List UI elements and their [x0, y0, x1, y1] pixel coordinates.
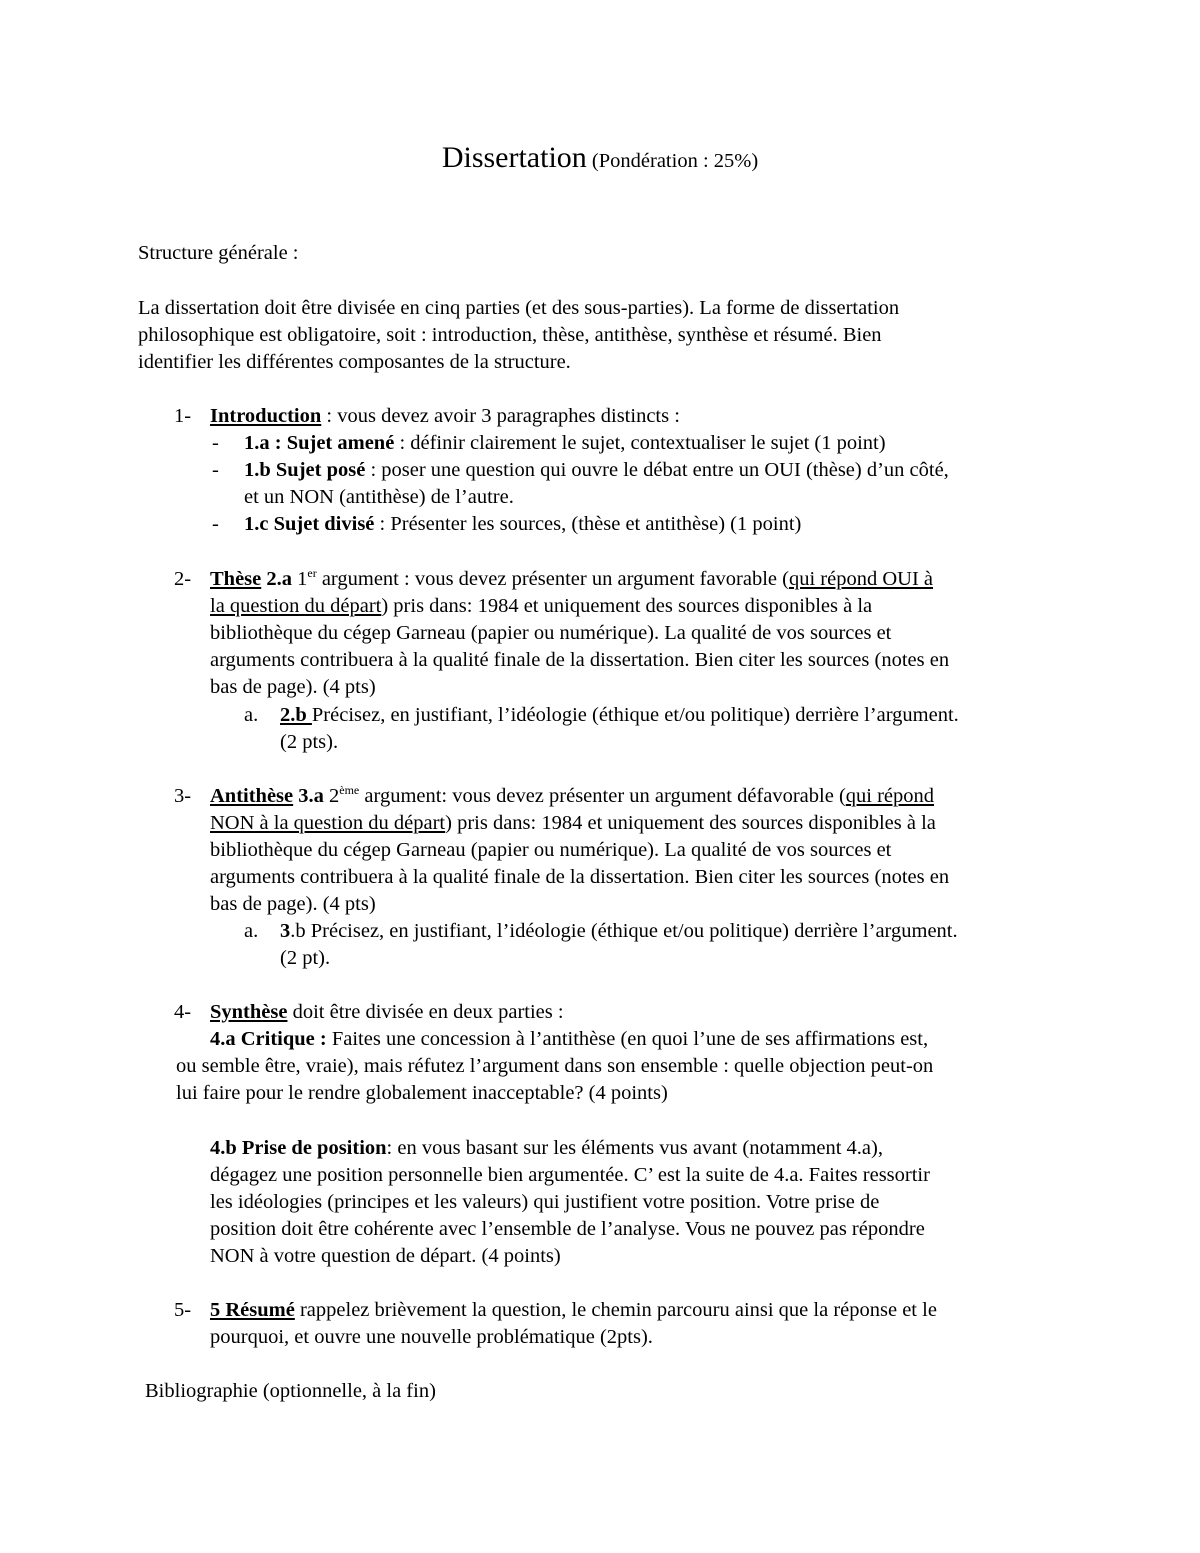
section-3-number: 3-	[174, 785, 192, 807]
section-4-synthese	[210, 999, 564, 1026]
intro-line: identifier les différentes composantes de la structure.	[138, 351, 571, 373]
position-line: les idéologies (principes et les valeurs) qui justifient votre position. Votre prise de	[210, 1191, 880, 1213]
critique-text: Faites une concession à l’antithèse (en quoi l’une de ses affirmations est,	[326, 1028, 929, 1050]
bibliography: Bibliographie (optionnelle, à la fin)	[145, 1380, 436, 1402]
list-item	[244, 511, 801, 538]
position-line: position doit être cohérente avec l’ensemble de l’analyse. Vous ne pouvez pas répondre	[210, 1218, 925, 1240]
section-4-number: 4-	[174, 1001, 192, 1023]
title-main: Dissertation	[441, 141, 587, 174]
structure-heading: Structure générale :	[138, 242, 299, 264]
sub-list-letter: a.	[244, 920, 259, 942]
section-5-text: rappelez brièvement la question, le chemin parcouru ainsi que la réponse et le	[294, 1299, 937, 1321]
section-2-label: Thèse	[210, 568, 262, 590]
sub-list-letter: a.	[244, 704, 259, 726]
ordinal: 1	[292, 568, 308, 590]
section-3-label: Antithèse	[210, 785, 294, 807]
section-1-introduction	[210, 403, 680, 430]
section-5-line: pourquoi, et ouvre une nouvelle problématique (2pts).	[210, 1326, 653, 1348]
section-5-resume	[210, 1297, 937, 1324]
section-5-label: 5 Résumé	[210, 1299, 295, 1321]
sub-item-code: 3	[280, 920, 291, 942]
critique-line: lui faire pour le rendre globalement inacceptable? (4 points)	[176, 1082, 668, 1104]
sub-item-text: Précisez, en justifiant, l’idéologie (éthique et/ou politique) derrière l’argument.	[311, 704, 959, 726]
page-title	[0, 140, 1200, 179]
sub-list-continuation: (2 pt).	[280, 947, 331, 969]
sub-list-item	[280, 918, 958, 945]
underlined-text: qui répond OUI à	[788, 568, 934, 590]
item-label: 1.c Sujet divisé	[244, 513, 375, 535]
item-label: 1.a : Sujet amené	[244, 432, 395, 454]
item-text: : poser une question qui ouvre le débat entre un OUI (thèse) d’un côté,	[365, 459, 949, 481]
list-item	[244, 457, 949, 484]
section-2-line: bas de page). (4 pts)	[210, 676, 376, 698]
item-text: : Présenter les sources, (thèse et antithèse) (1 point)	[374, 513, 802, 535]
position-line: dégagez une position personnelle bien argumentée. C’ est la suite de 4.a. Faites ressortir	[210, 1164, 930, 1186]
critique-line: ou semble être, vraie), mais réfutez l’argument dans son ensemble : quelle objection peut-on	[176, 1055, 934, 1077]
section-3-line: arguments contribuera à la qualité finale de la dissertation. Bien citer les sources (notes en	[210, 866, 950, 888]
position-label: 4.b Prise de position	[210, 1137, 387, 1159]
intro-line: philosophique est obligatoire, soit : introduction, thèse, antithèse, synthèse et résumé. Bien	[138, 324, 882, 346]
underlined-text: qui répond	[845, 785, 935, 807]
underlined-text: NON à la question du départ	[210, 812, 446, 834]
sub-list-continuation: (2 pts).	[280, 731, 339, 753]
section-5-number: 5-	[174, 1299, 192, 1321]
position-line	[210, 1135, 883, 1162]
section-1-number: 1-	[174, 405, 192, 427]
section-1-label: Introduction	[210, 405, 322, 427]
list-item	[244, 430, 886, 457]
intro-line: La dissertation doit être divisée en cinq parties (et des sous-parties). La forme de dissertation	[138, 297, 900, 319]
section-3-text: argument: vous devez présenter un argument défavorable (	[359, 785, 846, 807]
section-2-text: argument : vous devez présenter un argument favorable (	[316, 568, 789, 590]
sub-item-code: 2.b	[280, 704, 312, 726]
sub-list-item	[280, 702, 959, 729]
list-dash: -	[212, 432, 219, 454]
section-4-label: Synthèse	[210, 1001, 288, 1023]
section-2-number: 2-	[174, 568, 192, 590]
item-label: 1.b Sujet posé	[244, 459, 366, 481]
section-2-line: bibliothèque du cégep Garneau (papier ou numérique). La qualité de vos sources et	[210, 622, 892, 644]
list-item-continuation: et un NON (antithèse) de l’autre.	[244, 486, 514, 508]
list-dash: -	[212, 459, 219, 481]
list-dash: -	[212, 513, 219, 535]
section-2-text: ) pris dans: 1984 et uniquement des sources disponibles à la	[381, 595, 873, 617]
section-1-text: : vous devez avoir 3 paragraphes distincts :	[321, 405, 680, 427]
section-2-line: arguments contribuera à la qualité finale de la dissertation. Bien citer les sources (notes en	[210, 649, 950, 671]
item-text: : définir clairement le sujet, contextualiser le sujet (1 point)	[394, 432, 886, 454]
section-3-line: bibliothèque du cégep Garneau (papier ou numérique). La qualité de vos sources et	[210, 839, 892, 861]
critique-label: 4.a Critique :	[210, 1028, 327, 1050]
sub-item-text: .b Précisez, en justifiant, l’idéologie (éthique et/ou politique) derrière l’argument.	[290, 920, 958, 942]
section-3-code: 3.a	[293, 785, 324, 807]
section-2-line	[210, 593, 872, 620]
position-text: : en vous basant sur les éléments vus avant (notamment 4.a),	[386, 1137, 883, 1159]
position-line: NON à votre question de départ. (4 points)	[210, 1245, 561, 1267]
section-2-code: 2.a	[261, 568, 292, 590]
section-4-text: doit être divisée en deux parties :	[287, 1001, 564, 1023]
ordinal: 2	[323, 785, 340, 807]
section-3-line	[210, 810, 936, 837]
underlined-text: la question du départ	[210, 595, 382, 617]
section-2-these	[210, 566, 933, 593]
ordinal-suffix: ème	[339, 783, 360, 797]
ordinal-suffix: er	[307, 566, 317, 580]
title-weighting: (Pondération : 25%)	[591, 150, 759, 172]
critique-line	[210, 1026, 928, 1053]
section-3-line: bas de page). (4 pts)	[210, 893, 376, 915]
section-3-text: ) pris dans: 1984 et uniquement des sources disponibles à la	[445, 812, 936, 834]
section-3-antithese	[210, 783, 934, 810]
